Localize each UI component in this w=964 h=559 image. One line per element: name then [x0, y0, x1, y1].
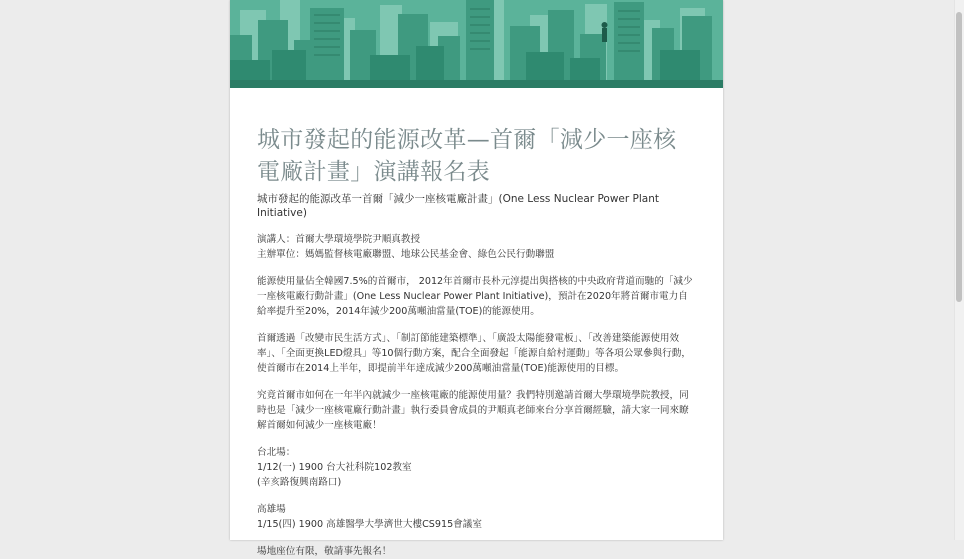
- form-description-background: 能源使用量佔全韓國7.5%的首爾市， 2012年首爾市長朴元淳提出與搭核的中央政府背道而馳的「減少一座核電廠行動計畫」(One Less Nuclear Power Plant Initiative)，預計在2020年將首爾市電力自給率提升至20%，2014年減少200萬噸油當量(TOE)的能源使用。: [257, 276, 693, 317]
- form-subtitle: 城市發起的能源改革一首爾「減少一座核電廠計畫」(One Less Nuclear Power Plant Initiative): [257, 193, 660, 219]
- form-description-invitation: 究竟首爾市如何在一年半內就減少一座核電廠的能源使用量？我們特別邀請首爾大學環境學院教授，同時也是「減少一座核電廠行動計畫」執行委員會成員的尹順真老師來台分享首爾經驗，請大家一同來瞭解首爾如何減少一座核電廠！: [257, 390, 689, 431]
- form-description-actions: 首爾透過「改變市民生活方式」、「制訂節能建築標準」、「廣設太陽能發電板」、「改善建築能源使用效率」、「全面更換LED燈具」等10個行動方案，配合全面發起「能源自給村運動」等各項公眾參與行動，使首爾市在2014上半年，即提前半年達成減少200萬噸油當量(TOE)能源使用的目標。: [257, 333, 691, 374]
- scrollbar-thumb[interactable]: [956, 12, 962, 302]
- event-kaohsiung-info: 高雄場 1/15(四) 1900 高雄醫學大學濟世大樓CS915會議室: [257, 504, 482, 530]
- form-description-speaker: 演講人：首爾大學環境學院尹順真教授 主辦單位：媽媽監督核電廠聯盟、地球公民基金會、綠色公民行動聯盟: [257, 234, 555, 260]
- header-banner-image: [230, 0, 723, 88]
- event-taipei-info: 台北場： 1/12(一) 1900 台大社科院102教室 (辛亥路復興南路口): [257, 447, 412, 488]
- city-skyline-illustration: [230, 0, 723, 88]
- page-scrollbar[interactable]: [954, 0, 964, 540]
- form-card: [230, 0, 723, 557]
- form-title: 城市發起的能源改革—首爾「減少一座核電廠計畫」演講報名表: [257, 127, 677, 185]
- form-content: [257, 124, 697, 559]
- seating-notice: 場地座位有限，敬請事先報名！: [257, 546, 392, 557]
